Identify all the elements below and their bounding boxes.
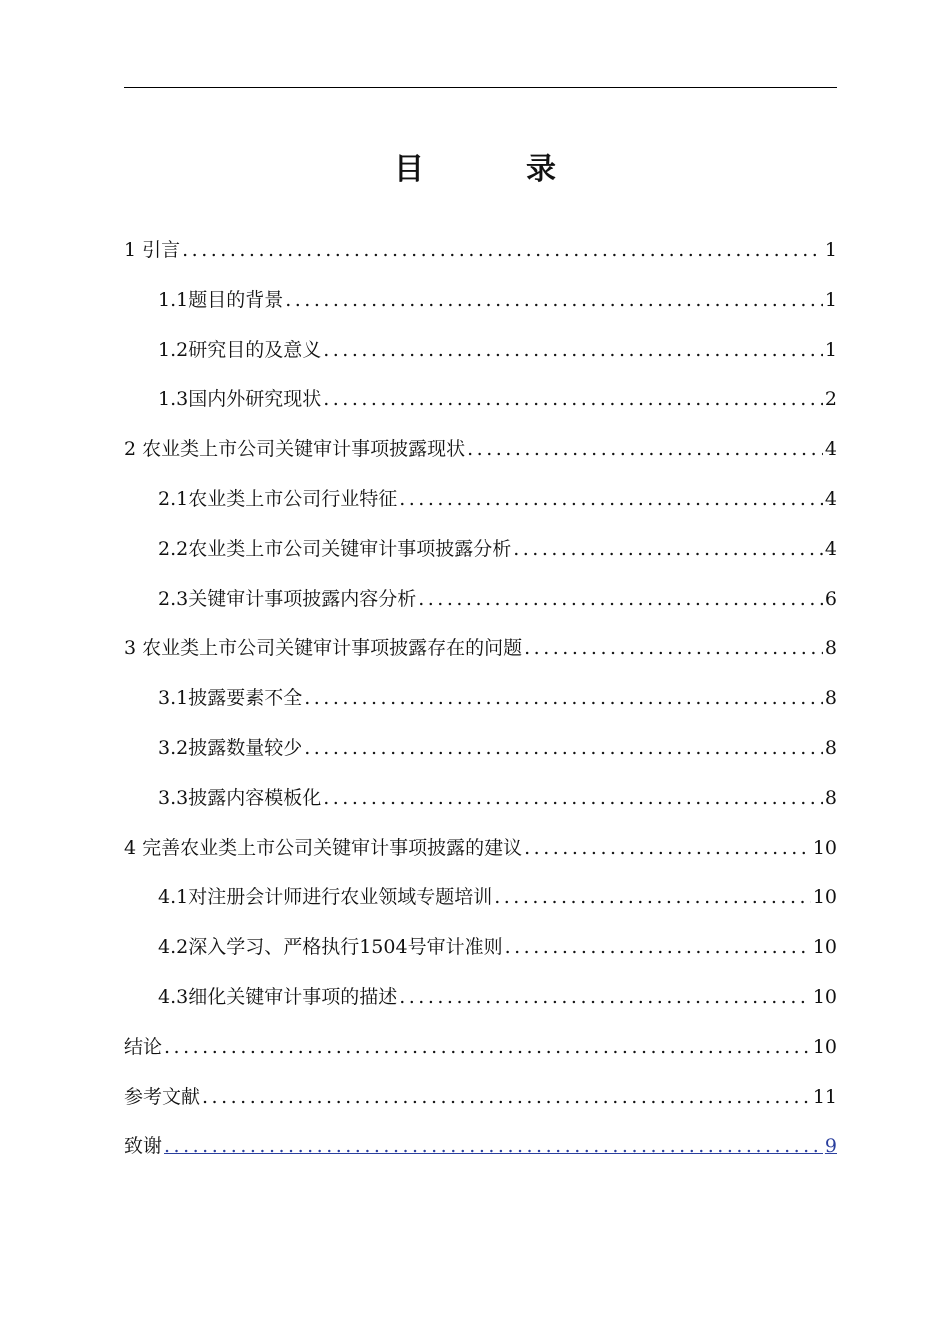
toc-title: 目 录 xyxy=(394,152,592,188)
toc-entry-label: 3 农业类上市公司关键审计事项披露存在的问题 xyxy=(124,637,523,660)
dot-leader[interactable] xyxy=(164,1126,823,1166)
toc-entry-label: 2.2农业类上市公司关键审计事项披露分析 xyxy=(158,537,512,560)
toc-entry-label: 3.2披露数量较少 xyxy=(158,736,303,759)
toc-entry-page: 4 xyxy=(824,487,837,510)
toc-entry[interactable] xyxy=(124,230,837,280)
toc-entry-label: 4 完善农业类上市公司关键审计事项披露的建议 xyxy=(124,836,523,859)
toc-entry-label: 3.3披露内容模板化 xyxy=(158,786,322,809)
toc-entry-page: 10 xyxy=(812,836,837,859)
toc-entry-page: 11 xyxy=(812,1085,837,1108)
toc-entry-page: 1 xyxy=(824,288,837,311)
toc-entry[interactable] xyxy=(124,429,837,479)
toc-entry-page: 4 xyxy=(824,537,837,560)
dot-leader xyxy=(202,1077,811,1117)
dot-leader xyxy=(524,628,823,668)
dot-leader xyxy=(285,280,823,320)
toc-entry-label: 4.2深入学习、严格执行1504号审计准则 xyxy=(158,936,503,959)
toc-entry-page: 8 xyxy=(824,687,837,710)
toc-entry-page: 1 xyxy=(824,239,837,261)
dot-leader xyxy=(323,379,823,419)
toc-entry-label: 2.3关键审计事项披露内容分析 xyxy=(158,587,417,610)
toc-entry-label: 2.1农业类上市公司行业特征 xyxy=(158,487,398,510)
header-rule xyxy=(124,87,837,88)
dot-leader xyxy=(505,927,811,967)
toc-entry-label: 4.3细化关键审计事项的描述 xyxy=(158,985,398,1008)
dot-leader xyxy=(323,330,823,370)
toc-entry[interactable] xyxy=(124,379,837,429)
dot-leader xyxy=(399,479,823,519)
toc-entry[interactable] xyxy=(124,579,837,629)
toc-entry[interactable] xyxy=(124,828,837,878)
toc-entry-page: 4 xyxy=(824,438,837,461)
toc-entry-page: 6 xyxy=(824,587,837,610)
toc-entry-label: 1.2研究目的及意义 xyxy=(158,338,322,361)
toc-entry-page: 8 xyxy=(824,736,837,759)
table-of-contents xyxy=(124,230,837,1176)
dot-leader xyxy=(418,579,823,619)
toc-entry[interactable] xyxy=(124,280,837,330)
dot-leader xyxy=(323,778,823,818)
toc-entry[interactable] xyxy=(124,1027,837,1077)
toc-entry[interactable] xyxy=(124,877,837,927)
toc-entry-page: 10 xyxy=(812,936,837,959)
toc-entry-label: 3.1披露要素不全 xyxy=(158,687,303,710)
toc-entry-page[interactable]: 9 xyxy=(824,1135,837,1158)
dot-leader xyxy=(304,728,823,768)
toc-entry[interactable] xyxy=(124,330,837,380)
dot-leader xyxy=(399,977,811,1017)
toc-entry-page: 10 xyxy=(812,886,837,909)
dot-leader xyxy=(182,230,823,270)
toc-entry[interactable] xyxy=(124,1077,837,1127)
toc-entry-page: 10 xyxy=(812,985,837,1008)
toc-entry-label: 1 引言 xyxy=(124,239,181,261)
toc-entry[interactable] xyxy=(124,977,837,1027)
toc-entry-label: 4.1对注册会计师进行农业领域专题培训 xyxy=(158,886,493,909)
toc-entry-page: 2 xyxy=(824,388,837,411)
dot-leader xyxy=(494,877,811,917)
dot-leader xyxy=(304,678,823,718)
toc-entry[interactable] xyxy=(124,728,837,778)
dot-leader xyxy=(164,1027,811,1067)
toc-entry-label: 2 农业类上市公司关键审计事项披露现状 xyxy=(124,438,466,461)
toc-entry-page: 10 xyxy=(812,1035,837,1058)
toc-entry[interactable] xyxy=(124,529,837,579)
dot-leader xyxy=(524,828,811,868)
dot-leader xyxy=(513,529,823,569)
toc-entry-page: 1 xyxy=(824,338,837,361)
toc-entry-page: 8 xyxy=(824,637,837,660)
toc-entry-label: 参考文献 xyxy=(124,1085,201,1108)
toc-entry-page: 8 xyxy=(824,786,837,809)
toc-entry-link[interactable] xyxy=(124,1126,837,1176)
toc-entry[interactable] xyxy=(124,479,837,529)
toc-entry-label: 1.3国内外研究现状 xyxy=(158,388,322,411)
toc-entry[interactable] xyxy=(124,628,837,678)
toc-entry[interactable] xyxy=(124,678,837,728)
toc-entry-label: 1.1题目的背景 xyxy=(158,288,284,311)
dot-leader xyxy=(467,429,823,469)
toc-entry-label: 结论 xyxy=(124,1035,163,1058)
toc-entry[interactable] xyxy=(124,927,837,977)
toc-entry-label: 致谢 xyxy=(124,1135,163,1158)
toc-entry[interactable] xyxy=(124,778,837,828)
